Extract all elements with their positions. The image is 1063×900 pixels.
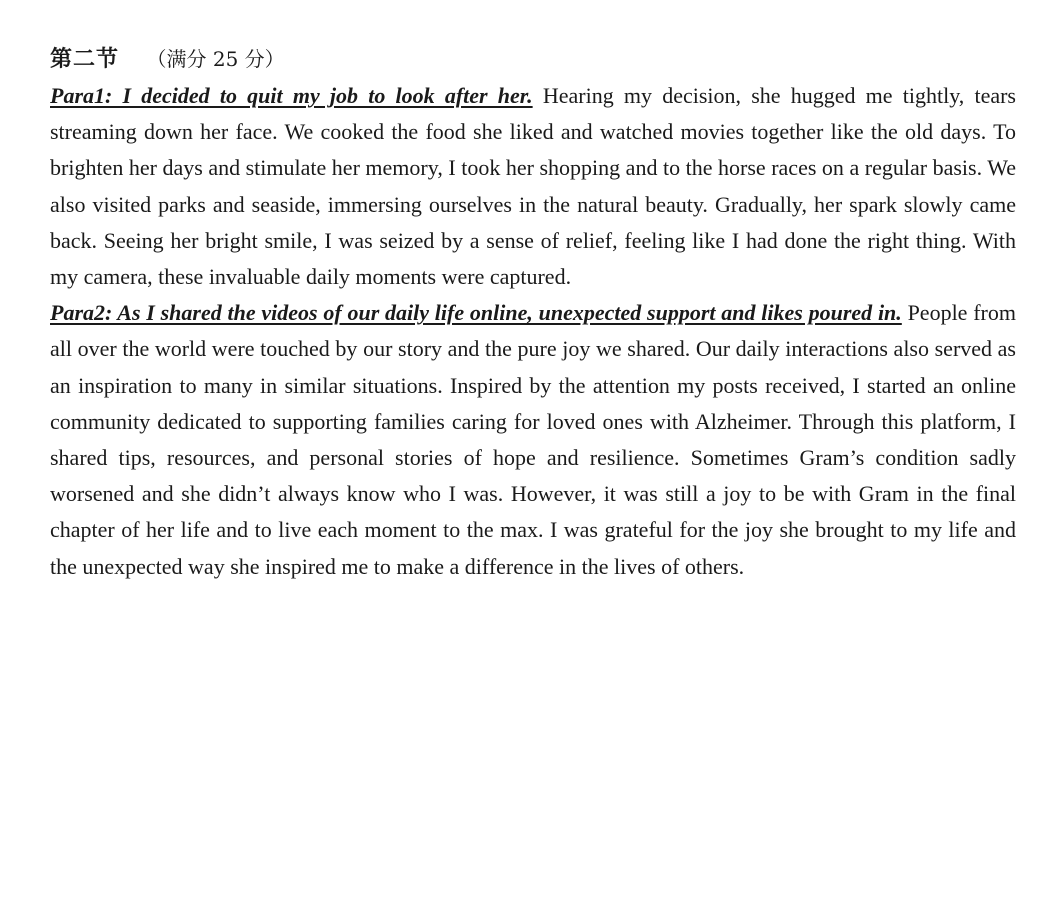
document-page (50, 40, 1016, 585)
paragraph-1 (50, 78, 1016, 295)
paragraph-2-lead-sentence: Para2: As I shared the videos of our daily life online, unexpected support and likes poured in. (50, 300, 902, 326)
paragraph-1-lead-sentence: Para1: I decided to quit my job to look after her. (50, 83, 533, 108)
paragraph-2 (50, 295, 1016, 585)
section-score-note: （满分 25 分） (146, 47, 285, 71)
section-heading (50, 40, 1016, 78)
paragraph-1-body: Hearing my decision, she hugged me tightly, tears streaming down her face. We cooked the food she liked and watched movies together like the old days. To brighten her days and stimulate her memory, I took her shopping and to the horse races on a regular basis. We also visited parks and seaside, immersing ourselves in the natural beauty. Gradually, her spark slowly came back. Seeing her bright smile, I was seized by a sense of relief, feeling like I had done the right thing. With my camera, these invaluable daily moments were captured. (50, 83, 1016, 290)
section-title: 第二节 (50, 47, 120, 72)
paragraph-2-body: People from all over the world were touched by our story and the pure joy we shared. Our daily interactions also served as an inspiration to many in similar situations. Inspired by the attention my posts received, I started an online community dedicated to supporting families caring for loved ones with Alzheimer. Through this platform, I shared tips, resources, and personal stories of hope and resilience. Sometimes Gram’s condition sadly worsened and she didn’t always know who I was. However, it was still a joy to be with Gram in the final chapter of her life and to live each moment to the max. I was grateful for the joy she brought to my life and the unexpected way she inspired me to make a difference in the lives of others. (50, 300, 1016, 579)
